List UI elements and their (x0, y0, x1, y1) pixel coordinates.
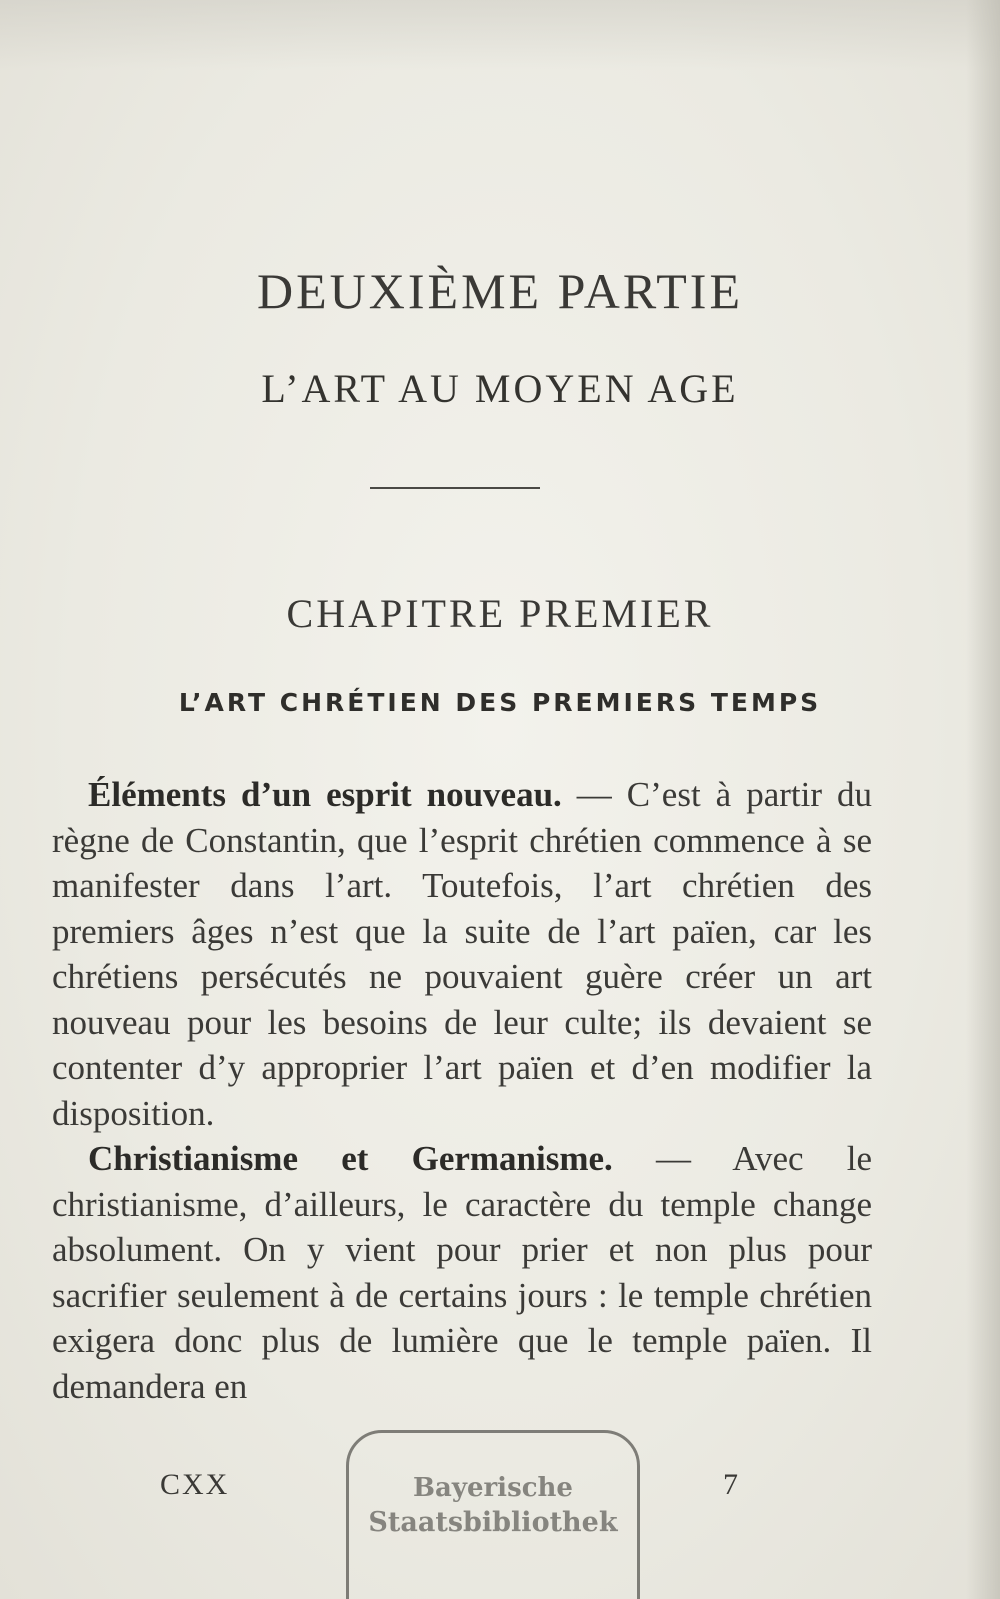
part-subtitle: L’ART AU MOYEN AGE (261, 366, 739, 411)
chapter-subtitle: L’ART CHRÉTIEN DES PREMIERS TEMPS (178, 688, 822, 717)
body-text (52, 772, 872, 1409)
page-top-shadow (0, 0, 1000, 70)
paragraph-text: — C’est à partir du règne de Constantin, que l’esprit chrétien commence à se manifester dans l’art. Toutefois, l’art chrétien des premiers âges n’est que la suite de l’art païen, car les chrétiens persécutés ne pouvaient guère créer un art nouveau pour les besoins de leur culte; ils devaient se contenter d’y approprier l’art païen et d’en modifier la disposition. (52, 775, 872, 1133)
section-divider (370, 487, 540, 489)
library-stamp (346, 1430, 640, 1599)
page-number: 7 (723, 1468, 738, 1501)
paragraph-text: — Avec le christianisme, d’ailleurs, le caractère du temple change absolument. On y vient pour prier et non plus pour sacrifier seulement à de certains jours : le temple chrétien exigera donc plus de lumière que le temple païen. Il demandera en (52, 1139, 873, 1406)
chapter-title: CHAPITRE PREMIER (286, 591, 714, 636)
stamp-line: Bayerische (413, 1473, 573, 1503)
part-title: DEUXIÈME PARTIE (257, 263, 743, 319)
paragraph (52, 1136, 872, 1409)
paragraph-lead: Éléments d’un esprit nouveau. (88, 775, 562, 814)
paragraph-lead: Christianisme et Germanisme. (88, 1139, 613, 1178)
page-right-edge (966, 0, 1000, 1599)
paragraph (52, 772, 872, 1136)
stamp-line: Staatsbibliothek (368, 1507, 618, 1538)
signature-mark: CXX (160, 1468, 230, 1501)
